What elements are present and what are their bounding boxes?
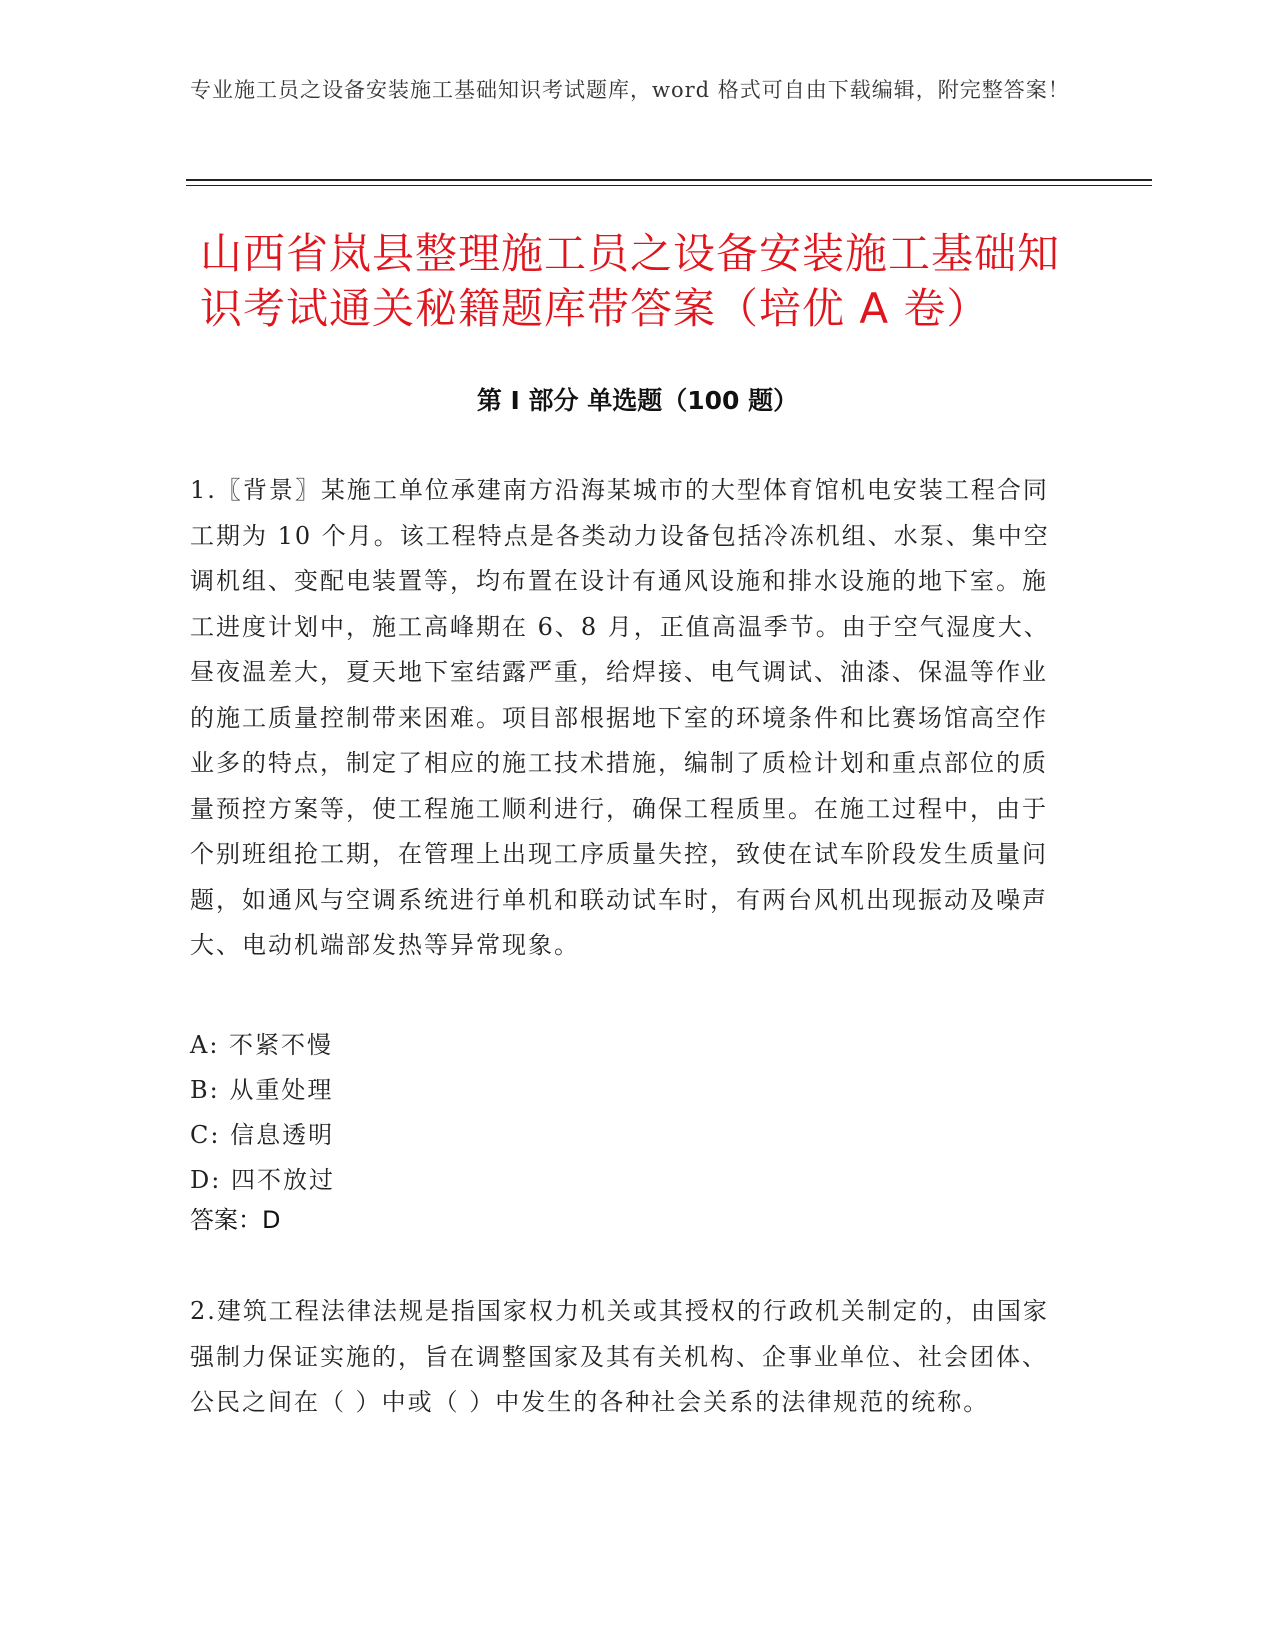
section-heading: 第 I 部分 单选题（100 题） xyxy=(476,386,799,415)
document-title: 山西省岚县整理施工员之设备安装施工基础知识考试通关秘籍题库带答案（培优 A 卷） xyxy=(200,229,1061,333)
question-1-text: 1.〖背景〗某施工单位承建南方沿海某城市的大型体育馆机电安装工程合同工期为 10 个月。该工程特点是各类动力设备包括冷冻机组、水泵、集中空调机组、变配电装置等，均布置在设计有通风设施和排水设施的地下室。施工进度计划中，施工高峰期在 6、8 月，正值高温季节。由于空气湿度大、昼夜温差大，夏天地下室结露严重，给焊接、电气调试、油漆、保温等作业的施工质量控制带来困难。项目部根据地下室的环境条件和比赛场馆高空作业多的特点，制定了相应的施工技术措施，编制了质检计划和重点部位的质量预控方案等，使工程施工顺利进行，确保工程质里。在施工过程中，由于个别班组抢工期，在管理上出现工序质量失控，致使在试车阶段发生质量问题，如通风与空调系统进行单机和联动试车时，有两台风机出现振动及噪声大、电动机端部发热等异常现象。 xyxy=(190,476,1050,959)
header-divider-thick xyxy=(186,179,1152,181)
option-c: C: 信息透明 xyxy=(190,1121,335,1149)
question-1-answer: 答案：D xyxy=(190,1206,281,1234)
header-divider-thin xyxy=(186,185,1152,186)
question-2-text: 2.建筑工程法律法规是指国家权力机关或其授权的行政机关制定的，由国家强制力保证实施的，旨在调整国家及其有关机构、企事业单位、社会团体、公民之间在（ ）中或（ ）中发生的各种社会关系的法律规范的统称。 xyxy=(190,1297,1049,1416)
option-d: D: 四不放过 xyxy=(190,1166,335,1194)
option-b: B: 从重处理 xyxy=(190,1076,334,1104)
header-note: 专业施工员之设备安装施工基础知识考试题库，word 格式可自由下载编辑，附完整答案！ xyxy=(190,78,1070,102)
question-1-options xyxy=(190,1023,1070,1203)
option-a: A: 不紧不慢 xyxy=(190,1031,334,1059)
